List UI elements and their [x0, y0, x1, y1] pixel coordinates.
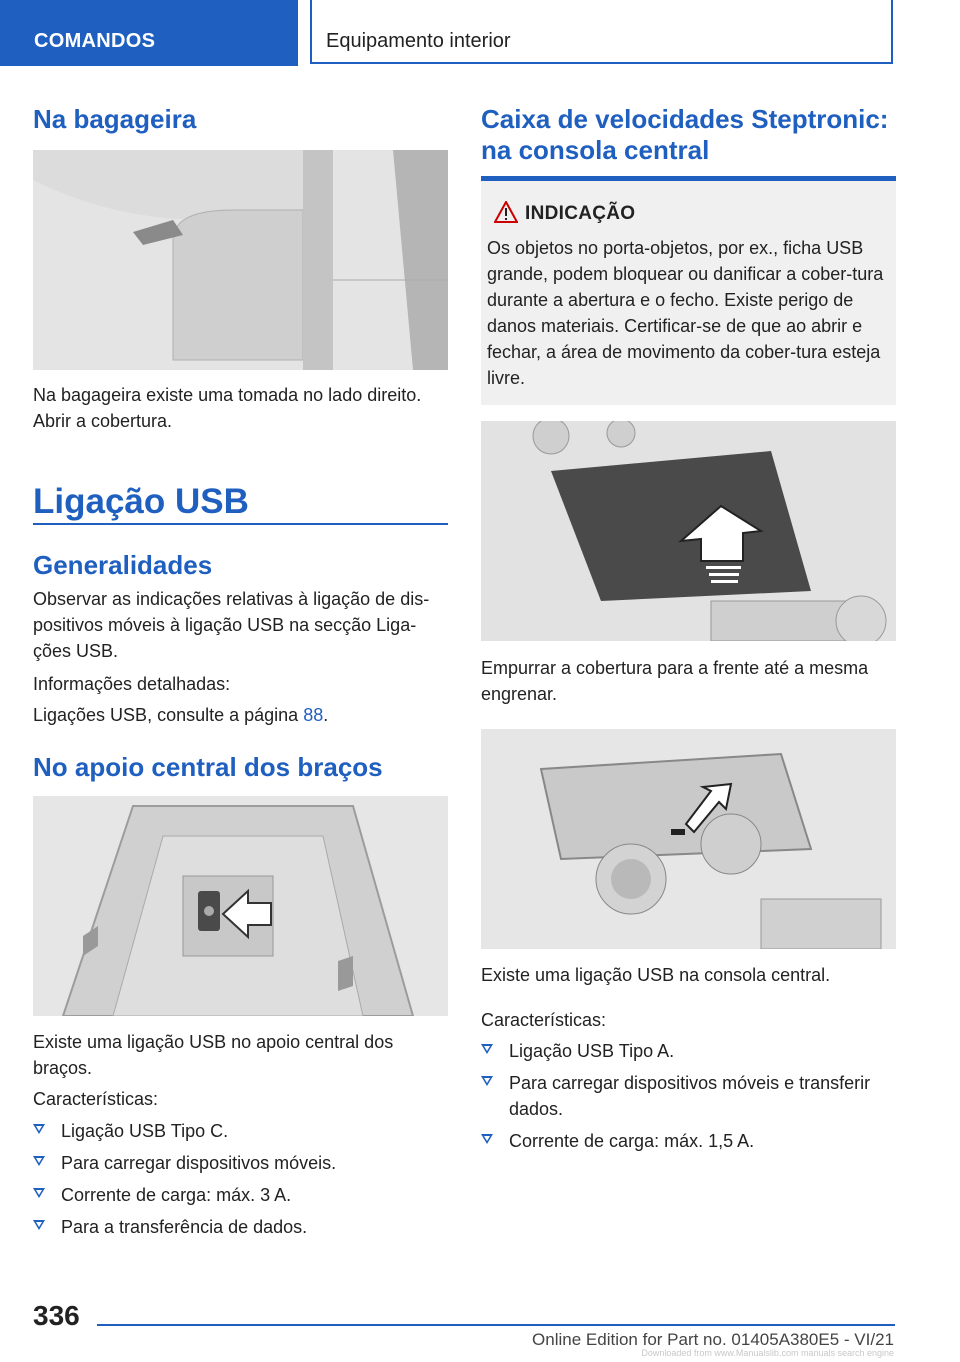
feature-text: Para carregar dispositivos móveis.: [61, 1153, 337, 1173]
console-features-list: [481, 1038, 896, 1160]
list-item: [33, 1182, 448, 1208]
list-item: [33, 1118, 448, 1144]
bullet-triangle-icon: [481, 1134, 493, 1144]
bullet-triangle-icon: [481, 1044, 493, 1054]
section-label: COMANDOS: [34, 30, 156, 52]
luggage-caption: Na bagageira existe uma tomada no lado direito. Abrir a cobertura.: [33, 385, 422, 431]
general-text: Observar as indicações relativas à ligação de dis-positivos móveis à ligação USB na secção Liga-ções USB.: [33, 589, 430, 661]
reference-text: Ligações USB, consulte a página: [33, 705, 304, 725]
armrest-illustration: [33, 796, 448, 1016]
bullet-triangle-icon: [481, 1076, 493, 1086]
chapter-label: Equipamento interior: [326, 30, 511, 52]
console-features-label: Características:: [481, 1010, 607, 1030]
console-caption-2: Existe uma ligação USB na consola central.: [481, 965, 831, 985]
page-reference: [33, 702, 328, 728]
feature-text: Corrente de carga: máx. 3 A.: [61, 1185, 292, 1205]
general-heading: Generalidades: [33, 550, 213, 580]
feature-text: Corrente de carga: máx. 1,5 A.: [509, 1131, 755, 1151]
list-item: [481, 1128, 896, 1154]
bullet-triangle-icon: [33, 1156, 45, 1166]
notice-text: Os objetos no porta-objetos, por ex., ficha USB grande, podem bloquear ou danificar a cober-tura durante a abertura e o fecho. Existe perigo de danos materiais. Certificar-se de que ao abrir e fechar, a área de movimento da cober-tura esteja livre.: [487, 238, 884, 388]
reference-end: .: [323, 705, 329, 725]
notice-title: INDICAÇÃO: [525, 203, 636, 224]
luggage-photo: [33, 150, 448, 370]
armrest-photo: [33, 796, 448, 1016]
console-usb-photo: [481, 729, 896, 949]
console-caption-1: Empurrar a cobertura para a frente até a mesma engrenar.: [481, 658, 869, 704]
watermark-text: Downloaded from www.Manualslib.com manuals search engine: [641, 1348, 894, 1358]
luggage-heading: Na bagageira: [33, 104, 197, 134]
armrest-heading: No apoio central dos braços: [33, 752, 383, 782]
feature-text: Ligação USB Tipo A.: [509, 1041, 675, 1061]
notice-box: [481, 181, 896, 405]
console-usb-illustration: [481, 729, 896, 949]
reference-page-link[interactable]: 88: [303, 705, 324, 725]
warning-icon: [494, 201, 518, 228]
list-item: [481, 1038, 896, 1064]
console-cover-illustration: [481, 421, 896, 641]
armrest-caption: Existe uma ligação USB no apoio central dos braços.: [33, 1032, 394, 1078]
bullet-triangle-icon: [33, 1220, 45, 1230]
steptronic-heading: Caixa de velocidades Steptronic: na consola central: [481, 104, 889, 165]
feature-text: Ligação USB Tipo C.: [61, 1121, 229, 1141]
bullet-triangle-icon: [33, 1188, 45, 1198]
list-item: [481, 1070, 896, 1122]
feature-text: Para a transferência de dados.: [61, 1217, 308, 1237]
console-cover-photo: [481, 421, 896, 641]
bullet-triangle-icon: [33, 1124, 45, 1134]
usb-title-rule: [33, 523, 448, 525]
armrest-features-label: Características:: [33, 1089, 159, 1109]
page-number: 336: [33, 1300, 80, 1331]
luggage-illustration: [33, 150, 448, 370]
details-label: Informações detalhadas:: [33, 674, 231, 694]
list-item: [33, 1214, 448, 1240]
feature-text: Para carregar dispositivos móveis e transferir dados.: [509, 1073, 871, 1119]
footer-rule: [97, 1324, 895, 1326]
usb-title: Ligação USB: [33, 482, 249, 521]
armrest-features-list: [33, 1118, 448, 1246]
list-item: [33, 1150, 448, 1176]
edition-text: Online Edition for Part no. 01405A380E5 - VI/21: [532, 1330, 894, 1349]
